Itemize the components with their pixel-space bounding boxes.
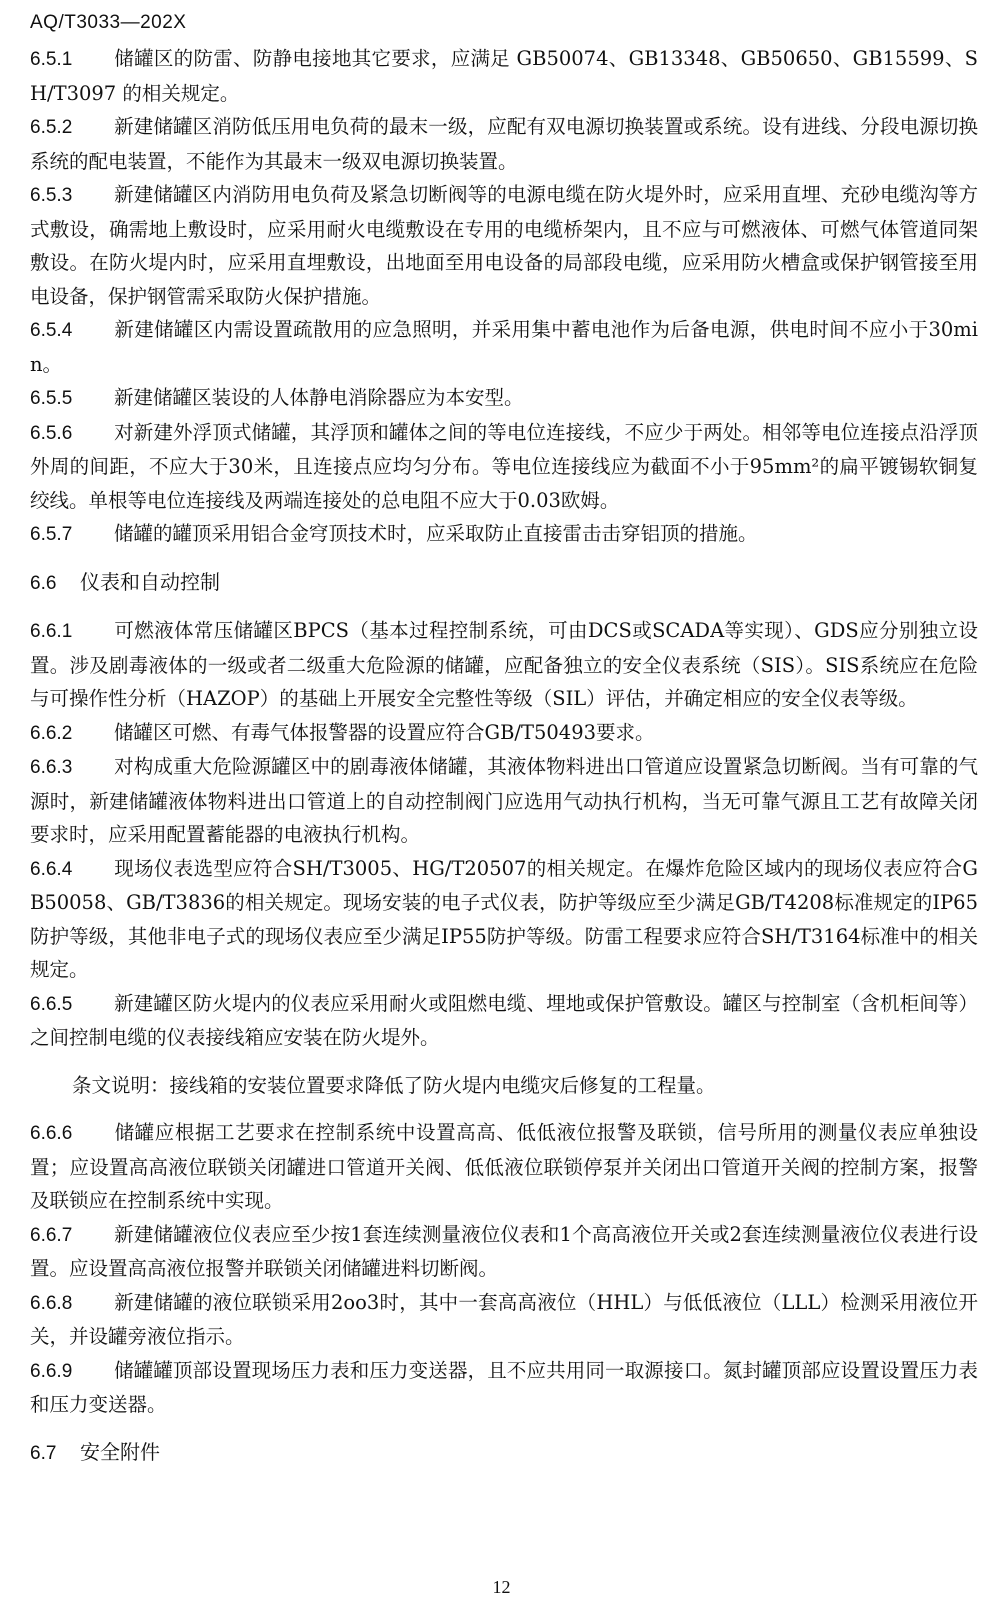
clause-number: 6.6.3 [30,757,73,778]
clause-text: 新建储罐区消防低压用电负荷的最末一级，应配有双电源切换装置或系统。设有进线、分段电源切换系统的配电装置，不能作为其最末一级双电源切换装置。 [30,115,978,173]
clause-text: 储罐应根据工艺要求在控制系统中设置高高、低低液位报警及联锁，信号所用的测量仪表应单独设置；应设置高高液位联锁关闭罐进口管道开关阀、低低液位联锁停泵并关闭出口管道开关阀的控制方案，报警及联锁应在控制系统中实现。 [30,1121,978,1212]
spacer [30,600,978,614]
clause-text: 新建储罐液位仪表应至少按1套连续测量液位仪表和1个高高液位开关或2套连续测量液位仪表进行设置。应设置高高液位报警并联锁关闭储罐进料切断阀。 [30,1222,978,1280]
clause-number: 6.5.5 [30,388,73,409]
section-number: 6.6 [30,572,57,594]
clause-6-6-2 [30,716,978,751]
clause-text: 储罐罐顶部设置现场压力表和压力变送器，且不应共用同一取源接口。氮封罐顶部应设置设置压力表和压力变送器。 [30,1358,978,1416]
document-code-header: AQ/T3033—202X [30,12,187,33]
clause-list-6-6-a [30,614,978,1055]
section-title: 仪表和自动控制 [80,569,220,594]
clause-6-5-3 [30,178,978,313]
clause-number: 6.5.4 [30,320,73,341]
page-content [30,42,978,1470]
spacer [30,1102,978,1116]
section-heading-6-6 [30,566,978,601]
clause-6-6-7 [30,1218,978,1286]
clause-text: 新建储罐的液位联锁采用2oo3时，其中一套高高液位（HHL）与低低液位（LLL）检测采用液位开关，并设罐旁液位指示。 [30,1290,978,1348]
clause-number: 6.6.1 [30,621,73,642]
spacer [30,1055,978,1069]
clause-text: 新建储罐区内需设置疏散用的应急照明，并采用集中蓄电池作为后备电源，供电时间不应小于30min。 [30,318,978,376]
section-title: 安全附件 [80,1439,160,1464]
clause-6-6-1 [30,614,978,716]
page-number: 12 [492,1577,511,1597]
clause-6-5-4 [30,313,978,381]
clause-text: 对新建外浮顶式储罐，其浮顶和罐体之间的等电位连接线，不应少于两处。相邻等电位连接点沿浮顶外周的间距，不应大于30米，且连接点应均匀分布。等电位连接线应为截面不小于95mm²的扁平镀锡软铜复绞线。单根等电位连接线及两端连接处的总电阻不应大于0.03欧姆。 [30,420,978,512]
clause-number: 6.5.3 [30,185,73,206]
clause-number: 6.5.1 [30,49,73,70]
clause-6-6-8 [30,1286,978,1354]
clause-6-5-6 [30,416,978,518]
clause-6-5-7 [30,517,978,552]
clause-text: 储罐区的防雷、防静电接地其它要求，应满足 GB50074、GB13348、GB50650、GB15599、SH/T3097 的相关规定。 [30,47,978,105]
section-heading-6-7 [30,1436,978,1471]
clause-6-5-1 [30,42,978,110]
clause-text: 对构成重大危险源罐区中的剧毒液体储罐，其液体物料进出口管道应设置紧急切断阀。当有可靠的气源时，新建储罐液体物料进出口管道上的自动控制阀门应选用气动执行机构，当无可靠气源且工艺有故障关闭要求时，应采用配置蓄能器的电液执行机构。 [30,755,978,846]
clause-6-6-3 [30,750,978,852]
clause-number: 6.5.7 [30,524,73,545]
clause-6-5-2 [30,110,978,178]
clause-number: 6.5.6 [30,422,73,444]
clause-text: 储罐的罐顶采用铝合金穹顶技术时，应采取防止直接雷击击穿铝顶的措施。 [114,522,758,545]
clause-number: 6.6.5 [30,993,73,1015]
clause-text: 可燃液体常压储罐区BPCS（基本过程控制系统，可由DCS或SCADA等实现）、GDS应分别独立设置。涉及剧毒液体的一级或者二级重大危险源的储罐，应配备独立的安全仪表系统（SIS）。SIS系统应在危险与可操作性分析（HAZOP）的基础上开展安全完整性等级（SIL）评估，并确定相应的安全仪表等级。 [30,619,978,710]
clause-text: 新建储罐区内消防用电负荷及紧急切断阀等的电源电缆在防火堤外时，应采用直埋、充砂电缆沟等方式敷设，确需地上敷设时，应采用耐火电缆敷设在专用的电缆桥架内，且不应与可燃液体、可燃气体管道同架敷设。在防火堤内时，应采用直埋敷设，出地面至用电设备的局部段电缆，应采用防火槽盒或保护钢管接至用电设备，保护钢管需采取防火保护措施。 [30,183,978,308]
clause-6-6-5 [30,987,978,1055]
section-number: 6.7 [30,1442,57,1464]
clause-number: 6.5.2 [30,117,73,138]
clause-list-6-6-b [30,1116,978,1422]
clause-text: 现场仪表选型应符合SH/T3005、HG/T20507的相关规定。在爆炸危险区域内的现场仪表应符合GB50058、GB/T3836的相关规定。现场安装的电子式仪表，防护等级应至少满足GB/T4208标准规定的IP65防护等级，其他非电子式的现场仪表应至少满足IP55防护等级。防雷工程要求应符合SH/T3164标准中的相关规定。 [30,856,978,981]
clause-6-6-9 [30,1354,978,1422]
clause-text: 新建罐区防火堤内的仪表应采用耐火或阻燃电缆、埋地或保护管敷设。罐区与控制室（含机柜间等）之间控制电缆的仪表接线箱应安装在防火堤外。 [30,991,978,1049]
clause-6-6-4 [30,852,978,987]
clause-6-5-5 [30,381,978,416]
clause-text: 储罐区可燃、有毒气体报警器的设置应符合GB/T50493要求。 [114,720,655,744]
clause-text: 新建储罐区装设的人体静电消除器应为本安型。 [114,386,524,409]
spacer [30,1422,978,1436]
spacer [30,552,978,566]
clause-6-6-6 [30,1116,978,1218]
clause-number: 6.6.2 [30,722,73,744]
clause-number: 6.6.9 [30,1360,73,1382]
clause-explanation-note: 条文说明：接线箱的安装位置要求降低了防火堤内电缆灾后修复的工程量。 [72,1073,716,1097]
clause-number: 6.6.4 [30,858,73,880]
clause-number: 6.6.7 [30,1224,73,1246]
clause-number: 6.6.6 [30,1123,73,1144]
clause-number: 6.6.8 [30,1292,73,1314]
clause-list-6-5 [30,42,978,552]
